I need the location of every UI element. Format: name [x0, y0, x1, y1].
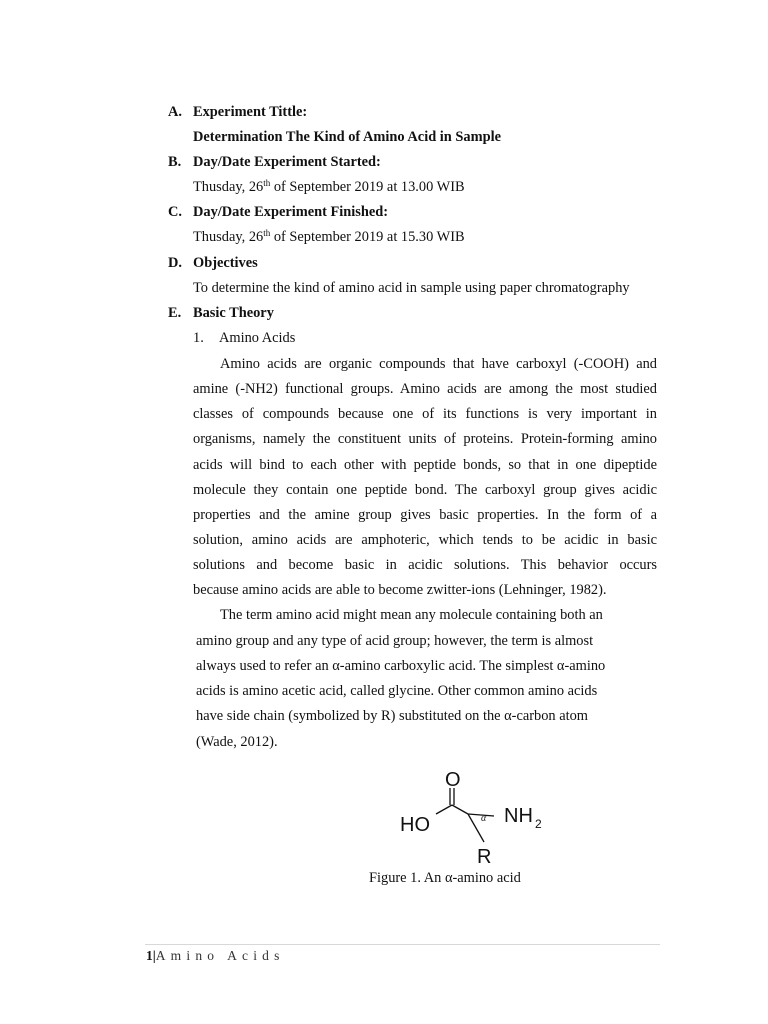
hydroxyl-label: HO	[400, 814, 430, 836]
paragraph1-line: because amino acids are able to become zwitter-ions (Lehninger, 1982).	[193, 582, 607, 598]
section-a-marker: A.	[168, 104, 182, 120]
paragraph1-line: classes of compounds because one of its functions is very important in	[193, 406, 657, 422]
paragraph2-line: The term amino acid might mean any molecule containing both an	[220, 607, 603, 623]
experiment-title: Determination The Kind of Amino Acid in Sample	[193, 129, 501, 145]
objectives-text: To determine the kind of amino acid in sample using paper chromatography	[193, 280, 630, 296]
paragraph1-line: Amino acids are organic compounds that have carboxyl (-COOH) and	[220, 356, 657, 372]
subsection-number: 1.	[193, 330, 204, 346]
section-b-marker: B.	[168, 154, 182, 170]
side-chain-label: R	[477, 846, 492, 868]
bond-carbonyl-alpha	[452, 805, 468, 814]
footer-chapter-title: Amino Acids	[155, 948, 285, 963]
paragraph2-line: acids is amino acetic acid, called glycine. Other common amino acids	[196, 683, 598, 699]
finish-date-rest: of September 2019 at 15.30 WIB	[270, 229, 465, 245]
footer-separator: |	[152, 948, 156, 963]
section-d-heading: Objectives	[193, 255, 258, 271]
amino-acid-structure-figure	[395, 764, 555, 868]
paragraph1-line: solution, amino acids are amphoteric, which tends to be acidic in basic	[193, 532, 657, 548]
finish-date	[193, 228, 465, 246]
oxygen-label: O	[445, 769, 461, 791]
section-b-heading: Day/Date Experiment Started:	[193, 154, 381, 170]
figure-caption: Figure 1. An α-amino acid	[369, 870, 521, 886]
paragraph1-line: amine (-NH2) functional groups. Amino acids are among the most studied	[193, 381, 657, 397]
paragraph2-line: always used to refer an α-amino carboxylic acid. The simplest α-amino	[196, 658, 606, 674]
page-footer	[146, 947, 285, 965]
finish-date-ordinal: th	[263, 228, 271, 238]
paragraph1-line: solutions and become basic in acidic solutions. This behavior occurs	[193, 557, 657, 573]
paragraph2-line: amino group and any type of acid group; however, the term is almost	[196, 633, 594, 649]
subsection-title: Amino Acids	[219, 330, 296, 346]
page-number: 1	[146, 948, 153, 963]
section-e-heading: Basic Theory	[193, 305, 274, 321]
finish-date-day: Thusday, 26	[193, 229, 264, 245]
paragraph1-line: properties and the amine group gives basic properties. In the form of a	[193, 507, 657, 523]
paragraph2-line: (Wade, 2012).	[196, 734, 278, 750]
section-a-heading: Experiment Tittle:	[193, 104, 308, 120]
paragraph1-line: organisms, namely the constituent units of proteins. Protein-forming amino	[193, 431, 657, 447]
bond-ho-carbonyl	[436, 805, 452, 814]
section-d-marker: D.	[168, 255, 182, 271]
section-c-heading: Day/Date Experiment Finished:	[193, 204, 389, 220]
start-date-rest: of September 2019 at 13.00 WIB	[270, 179, 465, 195]
section-c-marker: C.	[168, 204, 182, 220]
paragraph2-line: have side chain (symbolized by R) substituted on the α-carbon atom	[196, 708, 588, 724]
section-e-marker: E.	[168, 305, 182, 321]
amine-label: NH	[504, 805, 533, 827]
start-date-ordinal: th	[263, 178, 271, 188]
start-date	[193, 178, 465, 196]
footer-divider	[145, 944, 660, 945]
start-date-day: Thusday, 26	[193, 179, 264, 195]
amine-subscript: 2	[535, 817, 542, 831]
alpha-label: α	[481, 813, 487, 824]
paragraph1-line: acids will bind to each other with peptide bonds, so that in one dipeptide	[193, 457, 657, 473]
paragraph1-line: molecule they contain one peptide bond. The carboxyl group gives acidic	[193, 482, 657, 498]
